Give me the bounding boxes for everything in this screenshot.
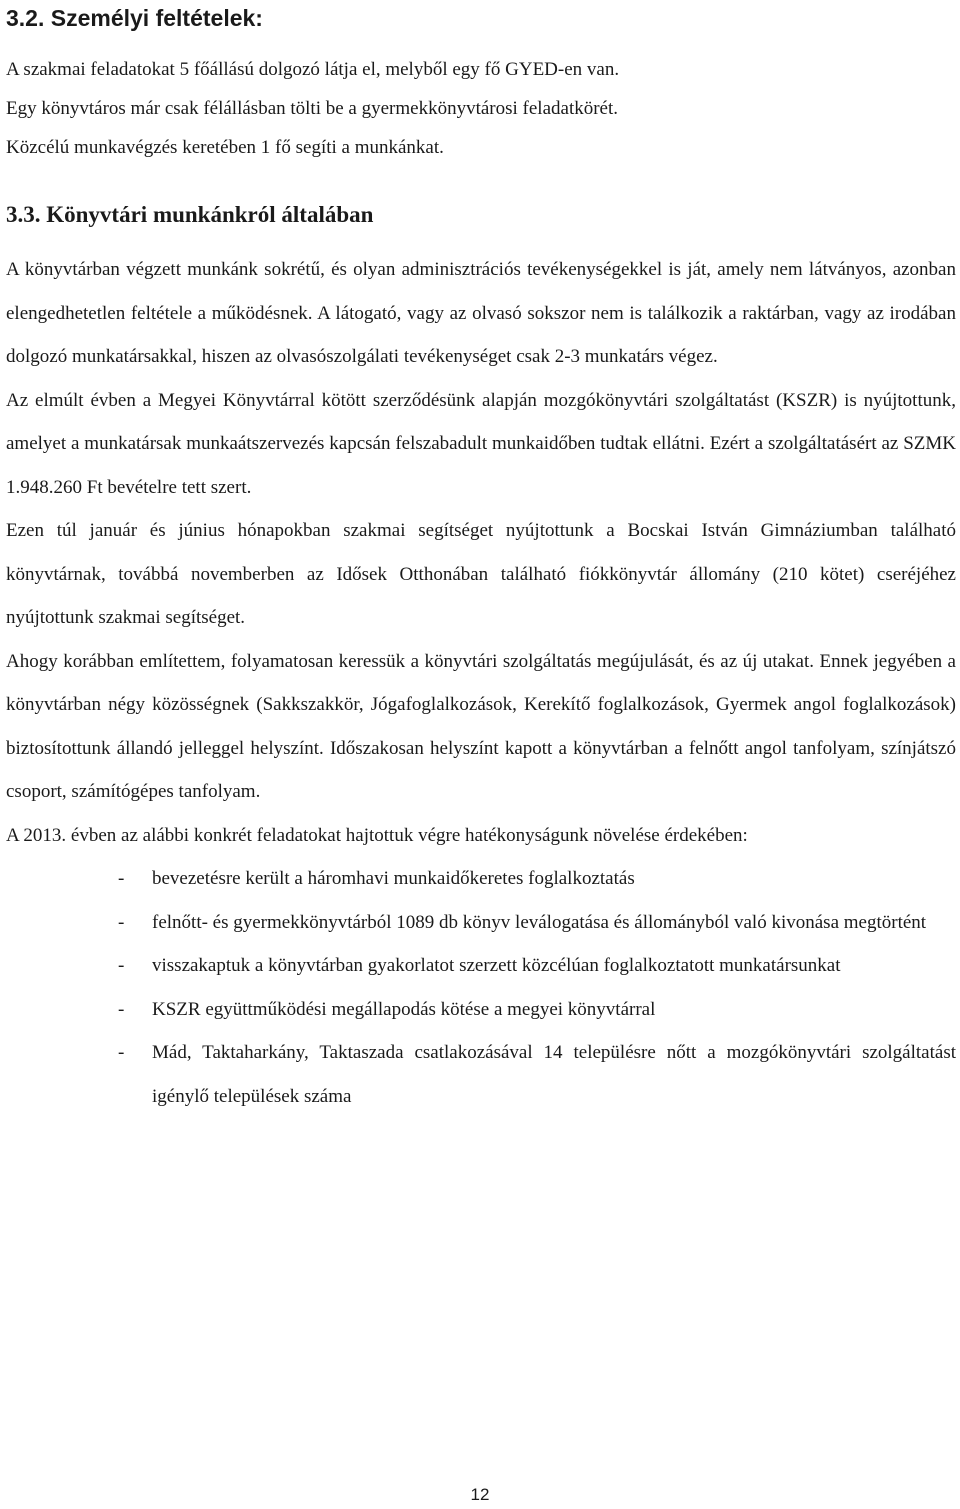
list-item (6, 988, 956, 1032)
paragraph: Ezen túl január és június hónapokban szakmai segítséget nyújtottunk a Bocskai István Gimnáziumban található könyvtárnak, továbbá novemberben az Idősek Otthonában található fiókkönyvtár állomány (210 kötet) cseréjéhez nyújtottunk szakmai segítséget. (6, 520, 956, 628)
paragraph: Az elmúlt évben a Megyei Könyvtárral kötött szerződésünk alapján mozgókönyvtári szolgáltatást (KSZR) is nyújtottunk, amelyet a munkatársak munkaátszervezés kapcsán felszabadult munkaidőben tudtak ellátni. Ezért a szolgáltatásért az SZMK 1.948.260 Ft bevételre tett szert. (6, 389, 956, 498)
section-heading-personnel: 3.2. Személyi feltételek: (6, 5, 263, 31)
list-item-text: felnőtt- és gyermekkönyvtárból 1089 db könyv leválogatása és állományból való kivonása megtörtént (152, 911, 927, 933)
list-bullet: - (118, 1042, 125, 1063)
list-item-text: KSZR együttműködési megállapodás kötése a megyei könyvtárral (152, 998, 656, 1020)
list-item-text: Mád, Taktaharkány, Taktaszada csatlakozásával 14 településre nőtt a mozgókönyvtári szolgáltatást igénylő települések száma (152, 1042, 956, 1107)
task-list (6, 857, 956, 1118)
personnel-line: Közcélú munkavégzés keretében 1 fő segíti a munkánkat. (6, 137, 444, 158)
list-item (6, 901, 956, 945)
page-number: 12 (470, 1485, 490, 1504)
personnel-line: A szakmai feladatokat 5 főállású dolgozó látja el, melyből egy fő GYED-en van. (6, 59, 620, 80)
paragraph: A könyvtárban végzett munkánk sokrétű, és olyan adminisztrációs tevékenységekkel is ját, amely nem látványos, azonban elengedhetetlen feltétele a működésnek. A látogató, vagy az olvasó sokszor nem is találkozik a raktárban, vagy az irodában dolgozó munkatársakkal, hiszen az olvasószolgálati tevékenységet csak 2-3 munkatárs végez. (6, 259, 956, 367)
document-page (6, 0, 956, 1118)
list-bullet: - (118, 911, 125, 933)
list-item (6, 1031, 956, 1118)
list-bullet: - (118, 998, 125, 1020)
personnel-line: Egy könyvtáros már csak félállásban tölti be a gyermekkönyvtárosi feladatkörét. (6, 98, 619, 119)
section-heading-library-work: 3.3. Könyvtári munkánkról általában (6, 202, 374, 227)
paragraph: Ahogy korábban említettem, folyamatosan keressük a könyvtári szolgáltatás megújulását, és az új utakat. Ennek jegyében a könyvtárban négy közösségnek (Sakkszakkör, Jógafoglalkozások, Kerekítő foglalkozások, Gyermek angol foglalkozások) biztosítottunk állandó jelleggel helyszínt. Időszakosan helyszínt kapott a könyvtárban a felnőtt angol tanfolyam, színjátszó csoport, számítógépes tanfolyam. (6, 650, 956, 802)
list-item (6, 857, 956, 901)
list-bullet: - (118, 955, 125, 976)
list-item-text: bevezetésre került a háromhavi munkaidőkeretes foglalkoztatás (152, 868, 635, 889)
list-bullet: - (118, 868, 125, 889)
paragraph: A 2013. évben az alábbi konkrét feladatokat hajtottuk végre hatékonyságunk növelése érdekében: (6, 824, 748, 846)
personnel-text (6, 48, 956, 169)
list-item (6, 944, 956, 988)
list-item-text: visszakaptuk a könyvtárban gyakorlatot szerzett közcélúan foglalkoztatott munkatársunkat (152, 955, 841, 976)
library-work-text (6, 248, 956, 857)
